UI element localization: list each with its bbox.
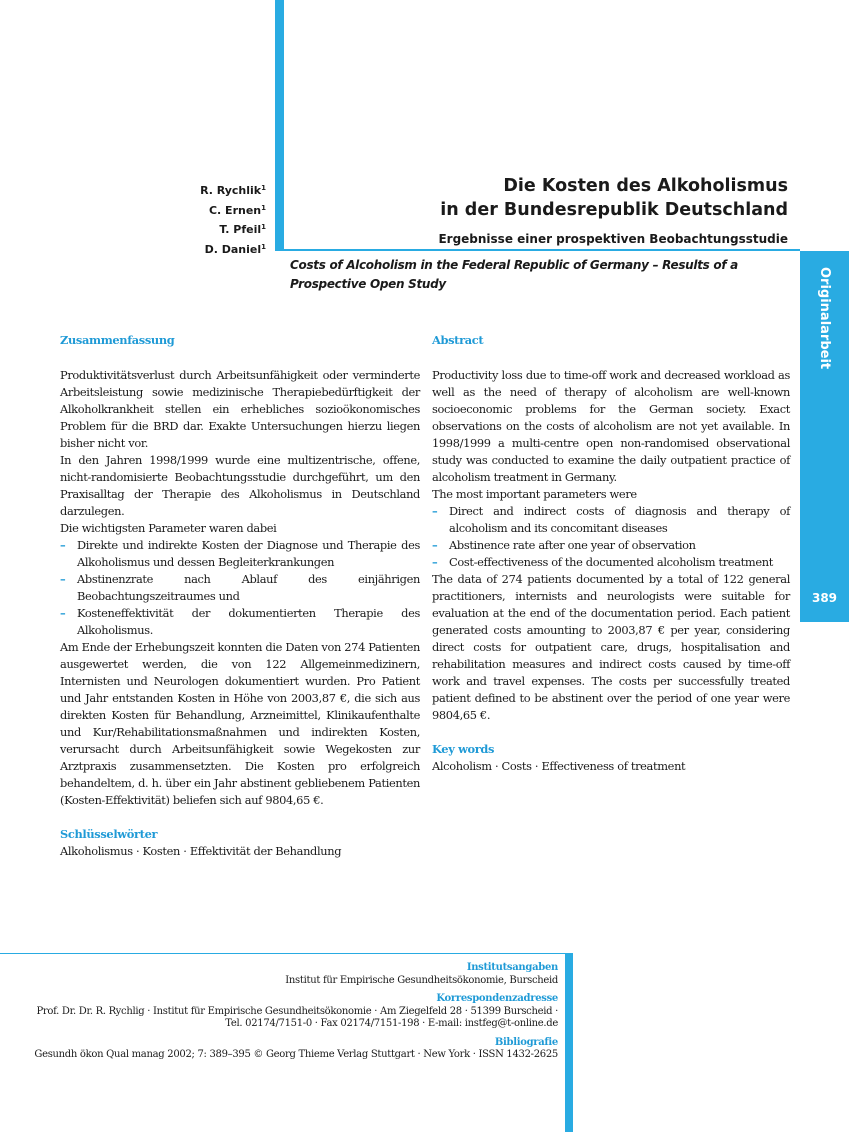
correspondence-line: Prof. Dr. Dr. R. Rychlig · Institut für Empirische Gesundheitsökonomie · Am Ziegelfeld 28 · 51399 Burscheid ·	[36, 1005, 558, 1017]
dash-bullet-icon: –	[60, 538, 66, 552]
correspondence-heading: Korrespondenzadresse	[436, 993, 558, 1004]
correspondence-line: Tel. 02174/7151-0 · Fax 02174/7151-198 · E-mail: instfeg@t-online.de	[225, 1018, 558, 1029]
affiliation-marker: 1	[261, 203, 266, 212]
german-summary-column	[60, 332, 420, 860]
top-vertical-accent-bar	[275, 0, 284, 251]
keywords: Alkoholismus · Kosten · Effektivität der Behandlung	[60, 844, 342, 858]
paragraph: Produktivitätsverlust durch Arbeitsunfähigkeit oder verminderte Arbeitsleistung sowie medizinische Therapiebedürftigkeit der Alkoholkrankheit stellen ein erhebliches sozioökonomisches Problem für die BRD dar. Exakte Untersuchungen hierzu liegen bisher nicht vor.	[60, 368, 420, 450]
paragraph: Productivity loss due to time-off work and decreased workload as well as the need of therapy of alcoholism are well-known socioeconomic problems for the German society. Exact observations on the costs of alcoholism are not yet available. In 1998/1999 a multi-centre open non-randomised observational study was conducted to examine the daily outpatient practice of alcoholism treatment in Germany.	[432, 368, 790, 484]
dash-bullet-icon: –	[60, 606, 66, 620]
english-abstract-column	[432, 332, 790, 775]
list-item: – Direct and indirect costs of diagnosis and therapy of alcoholism and its concomitant diseases	[432, 504, 790, 535]
author-list	[200, 180, 266, 258]
author: R. Rychlik$^1$	[200, 184, 266, 197]
institution-heading: Institutsangaben	[466, 962, 558, 973]
list-item: – Cost-effectiveness of the documented alcoholism treatment	[432, 555, 773, 569]
author: C. Ernen$^1$	[208, 203, 266, 217]
author: D. Daniel$^1$	[204, 242, 266, 256]
paragraph: In den Jahren 1998/1999 wurde eine multizentrische, offene, nicht-randomisierte Beobachtungsstudie durchgeführt, um den Praxisalltag der Therapie des Alkoholismus in Deutschland darzulegen.	[60, 453, 420, 518]
keywords-heading: Schlüsselwörter	[60, 827, 158, 841]
parameter-list	[432, 503, 790, 571]
paper-title	[290, 174, 788, 222]
author: T. Pfeil$^1$	[219, 223, 266, 236]
paragraph: The most important parameters were	[432, 487, 637, 501]
bibliography-text: Gesundh ökon Qual manag 2002; 7: 389–395 © Georg Thieme Verlag Stuttgart · New York · ISSN 1432-2625	[34, 1049, 558, 1060]
section-heading: Zusammenfassung	[60, 333, 175, 347]
paper-subtitle: Ergebnisse einer prospektiven Beobachtungsstudie	[438, 232, 788, 246]
institution-text: Institut für Empirische Gesundheitsökonomie, Burscheid	[285, 974, 558, 986]
page-number: 389	[811, 591, 838, 605]
section-heading: Abstract	[432, 333, 484, 347]
paragraph: Die wichtigsten Parameter waren dabei	[60, 521, 277, 535]
list-item: – Abstinenzrate nach Ablauf des einjährigen Beobachtungszeitraumes und	[60, 572, 420, 603]
dash-bullet-icon: –	[432, 538, 438, 552]
dash-bullet-icon: –	[60, 572, 66, 586]
side-tab-label: Originalarbeit	[817, 267, 832, 370]
paragraph: Am Ende der Erhebungszeit konnten die Daten von 274 Patienten ausgewertet werden, die von 122 Allgemeinmedizinern, Internisten und Neurologen dokumentiert wurden. Pro Patient und Jahr entstanden Kosten in Höhe von 2003,87 €, die sich aus direkten Kosten für Behandlung, Arzneimittel, Klinikaufenthalte und Kur/Rehabilitationsmaßnahmen und indirekten Kosten, verursacht durch Arbeitsunfähigkeit sowie Wegekosten zur Arztpraxis zusammensetzten. Die Kosten pro erfolgreich behandeltem, d. h. über ein Jahr abstinent gebliebenem Patienten (Kosten-Effektivität) beliefen sich auf 9804,65 €.	[60, 640, 420, 807]
list-item: – Abstinence rate after one year of observation	[432, 538, 696, 552]
side-tab	[800, 251, 849, 622]
keywords-heading: Key words	[432, 742, 495, 756]
paper-title-line: in der Bundesrepublik Deutschland	[440, 200, 788, 220]
keywords: Alcoholism · Costs · Effectiveness of treatment	[432, 759, 686, 773]
dash-bullet-icon: –	[432, 504, 438, 518]
dash-bullet-icon: –	[432, 555, 438, 569]
affiliation-marker: 1	[261, 184, 266, 192]
footer-rule	[0, 953, 573, 954]
paper-title-line: Die Kosten des Alkoholismus	[503, 176, 788, 196]
parameter-list	[60, 537, 420, 639]
list-item: – Direkte und indirekte Kosten der Diagnose und Therapie des Alkoholismus und dessen Begleiterkrankungen	[60, 538, 420, 569]
english-title: Costs of Alcoholism in the Federal Republic of Germany – Results of a Prospective Open Study	[290, 258, 738, 291]
list-item: – Kosteneffektivität der dokumentierten Therapie des Alkoholismus.	[60, 606, 420, 637]
affiliation-marker: 1	[261, 242, 266, 251]
footer-info	[20, 962, 558, 1062]
bottom-vertical-accent-bar	[565, 953, 573, 1132]
paragraph: The data of 274 patients documented by a total of 122 general practitioners, internists and neurologists were suitable for evaluation at the end of the documentation period. Each patient generated costs amounting to 2003,87 € per year, considering direct costs for outpatient care, drugs, hospitalisation and rehabilitation measures and indirect costs caused by time-off work and travel expenses. The costs per successfully treated patient defined to be abstinent over the period of one year were 9804,65 €.	[432, 572, 790, 722]
bibliography-heading: Bibliografie	[494, 1036, 558, 1048]
affiliation-marker: 1	[261, 223, 266, 231]
title-rule	[275, 249, 800, 251]
